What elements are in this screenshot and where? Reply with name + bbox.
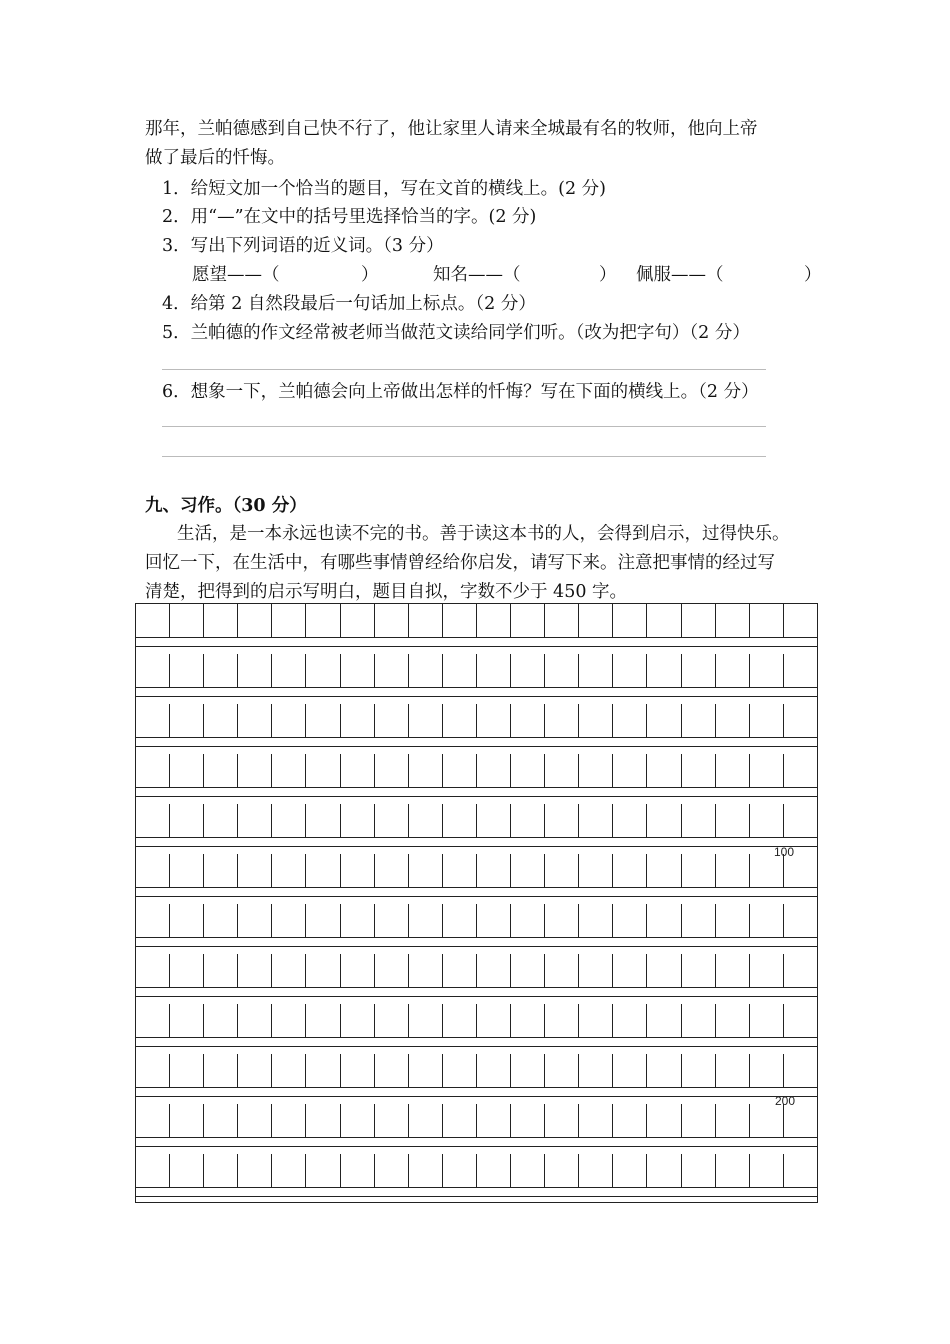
grid-cell[interactable] bbox=[375, 904, 409, 937]
grid-row-gap-line bbox=[136, 1196, 817, 1197]
grid-cell[interactable] bbox=[443, 654, 477, 687]
grid-cell[interactable] bbox=[170, 854, 204, 887]
grid-cell[interactable] bbox=[579, 1004, 613, 1037]
grid-cell[interactable] bbox=[170, 604, 204, 637]
grid-cell[interactable] bbox=[375, 1104, 409, 1137]
grid-cell[interactable] bbox=[272, 904, 306, 937]
grid-cell[interactable] bbox=[784, 1104, 817, 1137]
grid-row-gap-line bbox=[136, 746, 817, 747]
answer-line-q5[interactable] bbox=[162, 369, 766, 370]
grid-cell[interactable] bbox=[579, 954, 613, 987]
grid-cell[interactable] bbox=[545, 604, 579, 637]
grid-cell[interactable] bbox=[306, 754, 340, 787]
grid-cell[interactable] bbox=[545, 1154, 579, 1187]
grid-cell[interactable] bbox=[511, 854, 545, 887]
grid-cell[interactable] bbox=[409, 854, 443, 887]
grid-cell[interactable] bbox=[647, 1104, 681, 1137]
grid-cell[interactable] bbox=[306, 1104, 340, 1137]
grid-cell[interactable] bbox=[579, 604, 613, 637]
grid-cell[interactable] bbox=[613, 954, 647, 987]
prompt-line-3: 清楚，把得到的启示写明白，题目自拟，字数不少于 450 字。 bbox=[145, 582, 628, 602]
grid-cell[interactable] bbox=[716, 654, 750, 687]
grid-cell[interactable] bbox=[443, 1004, 477, 1037]
grid-cell[interactable] bbox=[682, 604, 716, 637]
grid-cell[interactable] bbox=[238, 654, 272, 687]
grid-cell[interactable] bbox=[511, 704, 545, 737]
grid-cell[interactable] bbox=[136, 1154, 170, 1187]
grid-cell[interactable] bbox=[545, 1004, 579, 1037]
grid-cell[interactable] bbox=[238, 854, 272, 887]
grid-cell[interactable] bbox=[170, 1154, 204, 1187]
grid-cell[interactable] bbox=[238, 1054, 272, 1087]
grid-row bbox=[136, 1004, 817, 1038]
grid-cell[interactable] bbox=[272, 804, 306, 837]
grid-cell[interactable] bbox=[170, 904, 204, 937]
synonym-word-wish: 愿望——（ bbox=[192, 265, 280, 285]
grid-row-gap-line bbox=[136, 896, 817, 897]
grid-cell[interactable] bbox=[375, 854, 409, 887]
grid-cell[interactable] bbox=[341, 1154, 375, 1187]
grid-cell[interactable] bbox=[409, 1154, 443, 1187]
grid-cell[interactable] bbox=[784, 1004, 817, 1037]
synonym-item-wish bbox=[192, 264, 280, 286]
grid-cell[interactable] bbox=[306, 1004, 340, 1037]
grid-cell[interactable] bbox=[204, 1104, 238, 1137]
grid-cell[interactable] bbox=[579, 854, 613, 887]
grid-cell[interactable] bbox=[375, 804, 409, 837]
grid-cell[interactable] bbox=[409, 654, 443, 687]
grid-cell[interactable] bbox=[613, 1054, 647, 1087]
grid-cell[interactable] bbox=[238, 904, 272, 937]
grid-cell[interactable] bbox=[613, 1154, 647, 1187]
grid-cell[interactable] bbox=[204, 1054, 238, 1087]
grid-cell[interactable] bbox=[750, 1104, 784, 1137]
grid-cell[interactable] bbox=[750, 1004, 784, 1037]
grid-cell[interactable] bbox=[443, 604, 477, 637]
grid-cell[interactable] bbox=[682, 1104, 716, 1137]
grid-cell[interactable] bbox=[579, 654, 613, 687]
grid-cell[interactable] bbox=[477, 904, 511, 937]
grid-cell[interactable] bbox=[443, 904, 477, 937]
grid-cell[interactable] bbox=[511, 654, 545, 687]
grid-cell[interactable] bbox=[136, 654, 170, 687]
grid-cell[interactable] bbox=[682, 754, 716, 787]
grid-cell[interactable] bbox=[375, 604, 409, 637]
synonym-item-admire: 佩服——（ bbox=[636, 265, 724, 285]
grid-row-gap-line bbox=[136, 996, 817, 997]
grid-cell[interactable] bbox=[375, 704, 409, 737]
grid-cell[interactable] bbox=[750, 654, 784, 687]
grid-cell[interactable] bbox=[272, 1054, 306, 1087]
grid-cell[interactable] bbox=[375, 1054, 409, 1087]
grid-cell[interactable] bbox=[409, 904, 443, 937]
grid-cell[interactable] bbox=[545, 804, 579, 837]
grid-cell[interactable] bbox=[613, 704, 647, 737]
grid-cell[interactable] bbox=[682, 704, 716, 737]
grid-cell[interactable] bbox=[477, 704, 511, 737]
grid-cell[interactable] bbox=[204, 804, 238, 837]
grid-cell[interactable] bbox=[750, 704, 784, 737]
grid-cell[interactable] bbox=[204, 704, 238, 737]
answer-line-q6-1[interactable] bbox=[162, 426, 766, 427]
grid-cell[interactable] bbox=[477, 604, 511, 637]
grid-cell[interactable] bbox=[477, 754, 511, 787]
grid-cell[interactable] bbox=[784, 904, 817, 937]
grid-cell[interactable] bbox=[511, 604, 545, 637]
grid-cell[interactable] bbox=[341, 854, 375, 887]
grid-cell[interactable] bbox=[477, 1154, 511, 1187]
grid-cell[interactable] bbox=[238, 1004, 272, 1037]
prompt-line-2: 回忆一下，在生活中，有哪些事情曾经给你启发，请写下来。注意把事情的经过写 bbox=[145, 553, 775, 573]
grid-cell[interactable] bbox=[647, 954, 681, 987]
grid-cell[interactable] bbox=[511, 804, 545, 837]
grid-cell[interactable] bbox=[204, 1004, 238, 1037]
grid-cell[interactable] bbox=[784, 654, 817, 687]
grid-cell[interactable] bbox=[238, 704, 272, 737]
grid-cell[interactable] bbox=[545, 654, 579, 687]
grid-cell[interactable] bbox=[306, 604, 340, 637]
grid-cell[interactable] bbox=[204, 754, 238, 787]
grid-cell[interactable] bbox=[272, 704, 306, 737]
grid-row-gap-line bbox=[136, 646, 817, 647]
grid-cell[interactable] bbox=[613, 654, 647, 687]
marker-100: 100 bbox=[774, 845, 795, 859]
grid-row bbox=[136, 1054, 817, 1088]
grid-row bbox=[136, 954, 817, 988]
grid-cell[interactable] bbox=[545, 1104, 579, 1137]
grid-cell[interactable] bbox=[682, 1054, 716, 1087]
question-6: 6．想象一下，兰帕德会向上帝做出怎样的忏悔？写在下面的横线上。（2 分） bbox=[162, 382, 759, 402]
grid-cell[interactable] bbox=[750, 804, 784, 837]
grid-cell[interactable] bbox=[170, 754, 204, 787]
grid-cell[interactable] bbox=[477, 1054, 511, 1087]
grid-cell[interactable] bbox=[204, 604, 238, 637]
grid-cell[interactable] bbox=[136, 904, 170, 937]
synonym-close-3: ） bbox=[804, 265, 822, 285]
grid-cell[interactable] bbox=[443, 1104, 477, 1137]
grid-cell[interactable] bbox=[511, 1104, 545, 1137]
question-3: 3．写出下列词语的近义词。（3 分） bbox=[162, 236, 444, 256]
grid-row-gap-line bbox=[136, 1096, 817, 1097]
grid-cell[interactable] bbox=[579, 1154, 613, 1187]
grid-cell[interactable] bbox=[716, 854, 750, 887]
grid-cell[interactable] bbox=[272, 654, 306, 687]
grid-cell[interactable] bbox=[682, 904, 716, 937]
grid-cell[interactable] bbox=[579, 804, 613, 837]
grid-cell[interactable] bbox=[750, 954, 784, 987]
grid-cell[interactable] bbox=[716, 804, 750, 837]
grid-cell[interactable] bbox=[443, 754, 477, 787]
grid-cell[interactable] bbox=[511, 754, 545, 787]
grid-cell[interactable] bbox=[170, 1104, 204, 1137]
grid-cell[interactable] bbox=[170, 804, 204, 837]
grid-row bbox=[136, 754, 817, 788]
grid-cell[interactable] bbox=[579, 754, 613, 787]
grid-cell[interactable] bbox=[545, 904, 579, 937]
passage-line-2: 做了最后的忏悔。 bbox=[145, 148, 285, 168]
grid-cell[interactable] bbox=[784, 804, 817, 837]
grid-row bbox=[136, 804, 817, 838]
grid-cell[interactable] bbox=[613, 754, 647, 787]
synonym-close-2: ） bbox=[599, 265, 617, 285]
grid-cell[interactable] bbox=[682, 1154, 716, 1187]
grid-cell[interactable] bbox=[613, 1004, 647, 1037]
grid-cell[interactable] bbox=[136, 1004, 170, 1037]
grid-cell[interactable] bbox=[716, 604, 750, 637]
grid-row-gap-line bbox=[136, 846, 817, 847]
grid-cell[interactable] bbox=[204, 904, 238, 937]
grid-cell[interactable] bbox=[579, 1054, 613, 1087]
grid-cell[interactable] bbox=[170, 1004, 204, 1037]
grid-cell[interactable] bbox=[409, 704, 443, 737]
writing-grid[interactable] bbox=[135, 603, 818, 1203]
grid-cell[interactable] bbox=[238, 754, 272, 787]
grid-cell[interactable] bbox=[306, 654, 340, 687]
grid-cell[interactable] bbox=[647, 704, 681, 737]
grid-cell[interactable] bbox=[750, 754, 784, 787]
grid-cell[interactable] bbox=[647, 1054, 681, 1087]
grid-cell[interactable] bbox=[409, 754, 443, 787]
grid-cell[interactable] bbox=[409, 1104, 443, 1137]
grid-cell[interactable] bbox=[443, 954, 477, 987]
grid-cell[interactable] bbox=[545, 704, 579, 737]
grid-cell[interactable] bbox=[716, 904, 750, 937]
grid-cell[interactable] bbox=[716, 1104, 750, 1137]
grid-cell[interactable] bbox=[341, 754, 375, 787]
grid-cell[interactable] bbox=[170, 954, 204, 987]
grid-cell[interactable] bbox=[716, 1154, 750, 1187]
grid-cell[interactable] bbox=[409, 1004, 443, 1037]
grid-cell[interactable] bbox=[238, 954, 272, 987]
grid-cell[interactable] bbox=[579, 704, 613, 737]
grid-cell[interactable] bbox=[136, 804, 170, 837]
grid-cell[interactable] bbox=[477, 804, 511, 837]
grid-cell[interactable] bbox=[545, 954, 579, 987]
grid-cell[interactable] bbox=[306, 1054, 340, 1087]
grid-cell[interactable] bbox=[272, 854, 306, 887]
grid-cell[interactable] bbox=[750, 1054, 784, 1087]
grid-cell[interactable] bbox=[272, 1104, 306, 1137]
grid-cell[interactable] bbox=[136, 704, 170, 737]
grid-row bbox=[136, 904, 817, 938]
grid-cell[interactable] bbox=[306, 904, 340, 937]
passage-line-1: 那年，兰帕德感到自己快不行了，他让家里人请来全城最有名的牧师，他向上帝 bbox=[145, 119, 758, 139]
grid-cell[interactable] bbox=[511, 954, 545, 987]
grid-cell[interactable] bbox=[341, 704, 375, 737]
grid-cell[interactable] bbox=[477, 1004, 511, 1037]
synonym-close-1: ） bbox=[361, 265, 379, 285]
grid-cell[interactable] bbox=[682, 954, 716, 987]
grid-cell[interactable] bbox=[716, 1004, 750, 1037]
grid-row-gap-line bbox=[136, 1146, 817, 1147]
grid-cell[interactable] bbox=[204, 854, 238, 887]
grid-cell[interactable] bbox=[341, 654, 375, 687]
question-5: 5．兰帕德的作文经常被老师当做范文读给同学们听。（改为把字句）（2 分） bbox=[162, 323, 750, 343]
grid-cell[interactable] bbox=[579, 1104, 613, 1137]
question-2: 2．用“—”在文中的括号里选择恰当的字。(2 分) bbox=[162, 207, 537, 227]
grid-cell[interactable] bbox=[647, 854, 681, 887]
grid-row bbox=[136, 654, 817, 688]
grid-cell[interactable] bbox=[511, 1154, 545, 1187]
grid-cell[interactable] bbox=[409, 954, 443, 987]
grid-cell[interactable] bbox=[341, 1054, 375, 1087]
marker-200: 200 bbox=[775, 1094, 796, 1108]
grid-cell[interactable] bbox=[306, 854, 340, 887]
grid-row-gap-line bbox=[136, 796, 817, 797]
grid-cell[interactable] bbox=[409, 1054, 443, 1087]
grid-cell[interactable] bbox=[545, 1054, 579, 1087]
grid-cell[interactable] bbox=[784, 1154, 817, 1187]
grid-cell[interactable] bbox=[306, 954, 340, 987]
grid-cell[interactable] bbox=[716, 754, 750, 787]
grid-cell[interactable] bbox=[375, 954, 409, 987]
grid-cell[interactable] bbox=[341, 1004, 375, 1037]
grid-cell[interactable] bbox=[409, 604, 443, 637]
answer-line-q6-2[interactable] bbox=[162, 456, 766, 457]
grid-cell[interactable] bbox=[341, 1104, 375, 1137]
grid-cell[interactable] bbox=[682, 854, 716, 887]
grid-cell[interactable] bbox=[306, 1154, 340, 1187]
grid-cell[interactable] bbox=[647, 1004, 681, 1037]
grid-cell[interactable] bbox=[341, 804, 375, 837]
grid-cell[interactable] bbox=[375, 1004, 409, 1037]
grid-cell[interactable] bbox=[238, 804, 272, 837]
grid-cell[interactable] bbox=[375, 754, 409, 787]
grid-row-gap-line bbox=[136, 696, 817, 697]
grid-cell[interactable] bbox=[682, 804, 716, 837]
grid-cell[interactable] bbox=[306, 704, 340, 737]
synonym-item-famous: 知名——（ bbox=[433, 265, 521, 285]
grid-cell[interactable] bbox=[647, 654, 681, 687]
question-1: 1．给短文加一个恰当的题目，写在文首的横线上。(2 分) bbox=[162, 179, 606, 199]
grid-cell[interactable] bbox=[511, 1054, 545, 1087]
grid-cell[interactable] bbox=[477, 954, 511, 987]
section-heading: 九、习作。（30 分） bbox=[145, 496, 307, 516]
grid-cell[interactable] bbox=[272, 1004, 306, 1037]
grid-cell[interactable] bbox=[136, 854, 170, 887]
grid-cell[interactable] bbox=[238, 1104, 272, 1137]
grid-cell[interactable] bbox=[341, 904, 375, 937]
grid-cell[interactable] bbox=[204, 954, 238, 987]
grid-cell[interactable] bbox=[272, 954, 306, 987]
grid-cell[interactable] bbox=[716, 954, 750, 987]
grid-cell[interactable] bbox=[613, 604, 647, 637]
grid-cell[interactable] bbox=[613, 1104, 647, 1137]
grid-cell[interactable] bbox=[136, 1054, 170, 1087]
grid-cell[interactable] bbox=[647, 604, 681, 637]
grid-cell[interactable] bbox=[136, 604, 170, 637]
grid-cell[interactable] bbox=[443, 854, 477, 887]
grid-cell[interactable] bbox=[306, 804, 340, 837]
grid-cell[interactable] bbox=[647, 1154, 681, 1187]
grid-cell[interactable] bbox=[136, 754, 170, 787]
grid-cell[interactable] bbox=[784, 754, 817, 787]
grid-row bbox=[136, 854, 817, 888]
grid-cell[interactable] bbox=[784, 704, 817, 737]
grid-cell[interactable] bbox=[579, 904, 613, 937]
grid-cell[interactable] bbox=[443, 804, 477, 837]
grid-cell[interactable] bbox=[204, 1154, 238, 1187]
grid-row bbox=[136, 604, 817, 638]
grid-cell[interactable] bbox=[238, 604, 272, 637]
grid-cell[interactable] bbox=[272, 754, 306, 787]
grid-cell[interactable] bbox=[443, 1154, 477, 1187]
grid-row bbox=[136, 704, 817, 738]
grid-cell[interactable] bbox=[375, 654, 409, 687]
grid-cell[interactable] bbox=[136, 1104, 170, 1137]
grid-cell[interactable] bbox=[784, 604, 817, 637]
grid-cell[interactable] bbox=[477, 854, 511, 887]
grid-cell[interactable] bbox=[647, 904, 681, 937]
grid-row bbox=[136, 1104, 817, 1138]
grid-row bbox=[136, 1154, 817, 1188]
grid-cell[interactable] bbox=[750, 904, 784, 937]
grid-cell[interactable] bbox=[170, 704, 204, 737]
grid-cell[interactable] bbox=[613, 854, 647, 887]
grid-cell[interactable] bbox=[716, 1054, 750, 1087]
grid-cell[interactable] bbox=[682, 1004, 716, 1037]
grid-cell[interactable] bbox=[272, 1154, 306, 1187]
grid-cell[interactable] bbox=[750, 1154, 784, 1187]
question-4: 4．给第 2 自然段最后一句话加上标点。（2 分） bbox=[162, 294, 536, 314]
grid-cell[interactable] bbox=[170, 654, 204, 687]
grid-cell[interactable] bbox=[545, 754, 579, 787]
grid-cell[interactable] bbox=[716, 704, 750, 737]
prompt-line-1: 生活，是一本永远也读不完的书。善于读这本书的人，会得到启示，过得快乐。 bbox=[177, 524, 790, 544]
grid-cell[interactable] bbox=[341, 604, 375, 637]
grid-cell[interactable] bbox=[477, 654, 511, 687]
grid-cell[interactable] bbox=[238, 1154, 272, 1187]
grid-cell[interactable] bbox=[477, 1104, 511, 1137]
grid-cell[interactable] bbox=[682, 654, 716, 687]
grid-cell[interactable] bbox=[511, 904, 545, 937]
grid-cell[interactable] bbox=[409, 804, 443, 837]
grid-row-gap-line bbox=[136, 1046, 817, 1047]
grid-cell[interactable] bbox=[613, 804, 647, 837]
grid-row-gap-line bbox=[136, 946, 817, 947]
grid-cell[interactable] bbox=[647, 804, 681, 837]
grid-cell[interactable] bbox=[784, 954, 817, 987]
grid-cell[interactable] bbox=[545, 854, 579, 887]
grid-cell[interactable] bbox=[784, 1054, 817, 1087]
grid-cell[interactable] bbox=[272, 604, 306, 637]
grid-cell[interactable] bbox=[375, 1154, 409, 1187]
grid-cell[interactable] bbox=[443, 1054, 477, 1087]
grid-cell[interactable] bbox=[443, 704, 477, 737]
grid-cell[interactable] bbox=[341, 954, 375, 987]
grid-cell[interactable] bbox=[647, 754, 681, 787]
grid-cell[interactable] bbox=[170, 1054, 204, 1087]
grid-cell[interactable] bbox=[613, 904, 647, 937]
grid-cell[interactable] bbox=[511, 1004, 545, 1037]
grid-cell[interactable] bbox=[136, 954, 170, 987]
grid-cell[interactable] bbox=[204, 654, 238, 687]
grid-cell[interactable] bbox=[750, 604, 784, 637]
